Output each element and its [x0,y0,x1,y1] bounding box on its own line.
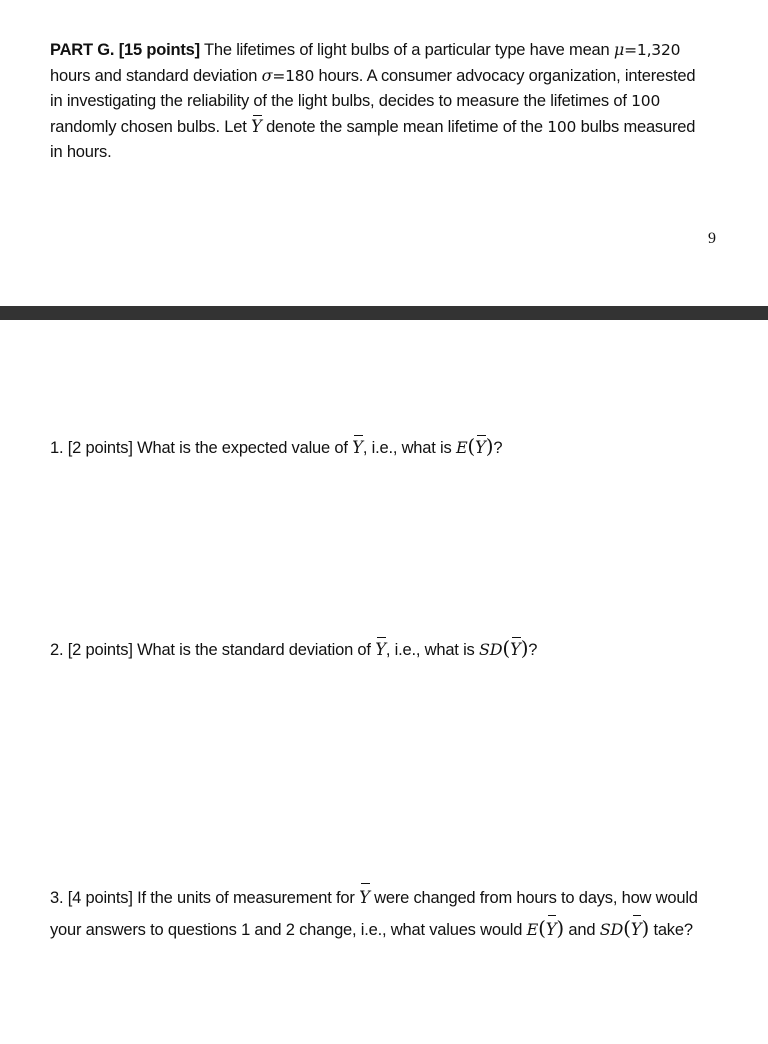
ybar-symbol: Y [352,434,363,462]
page-break-bar [0,306,768,320]
q2-prefix: 2. [2 points] What is the standard deviation of [50,641,371,659]
ybar-symbol: Y [251,114,262,139]
sigma-value: 180 [285,67,315,85]
q3-and: and [568,921,596,939]
open-paren: ( [623,916,631,940]
q3-middle: were changed from hours to days, how would your answers to questions 1 and 2 change, i.e., what values would [50,889,698,939]
open-paren: ( [502,636,510,660]
q1-prefix: 1. [2 points] What is the expected value of [50,439,348,457]
q3-function-sd: SD [599,920,624,939]
q2-function: SD [478,640,503,659]
close-paren: ) [641,916,650,940]
q1-function: E [455,438,468,457]
q3-function-e: E [526,920,539,939]
part-g-intro [50,37,700,165]
part-points: [15 points] [118,41,200,59]
close-paren: ) [485,434,494,458]
question-2 [50,636,700,664]
close-paren: ) [520,636,529,660]
intro-text-2: hours and standard deviation [50,67,258,85]
q1-middle: , i.e., what is [362,439,452,457]
q2-suffix: ? [528,641,538,659]
part-label: PART G. [50,41,115,59]
question-1 [50,434,700,462]
q1-suffix: ? [493,439,503,457]
sample-size-repeat: 100 [547,118,577,136]
ybar-symbol: Y [359,882,370,913]
ybar-symbol: Y [375,636,386,664]
open-paren: ( [538,916,546,940]
ybar-symbol: Y [631,914,642,945]
page-upper [0,0,768,306]
q3-prefix: 3. [4 points] If the units of measurement for [50,889,355,907]
intro-text-6: bulbs measured in hours. [50,118,696,161]
question-3 [50,882,700,946]
intro-text-5: denote the sample mean lifetime of the [266,118,543,136]
open-paren: ( [467,434,476,458]
ybar-symbol: Y [510,636,521,664]
mu-equals: = [624,41,637,59]
q2-middle: , i.e., what is [385,641,475,659]
intro-text-3: hours. A consumer advocacy organization, interested in investigating the reliability of the light bulbs, decides to measure the lifetimes of [50,67,696,110]
mu-value: 1,320 [636,41,681,59]
sample-size: 100 [631,92,661,110]
ybar-symbol: Y [475,434,486,462]
ybar-symbol: Y [546,914,557,945]
close-paren: ) [556,916,565,940]
q3-suffix: take? [653,921,693,939]
intro-text-4: randomly chosen bulbs. Let [50,118,247,136]
sigma-equals: = [272,67,286,85]
page-number: 9 [708,230,716,247]
sigma-symbol: σ [261,66,273,85]
mu-symbol: μ [613,40,625,59]
intro-text-1: The lifetimes of light bulbs of a particular type have mean [204,41,610,59]
